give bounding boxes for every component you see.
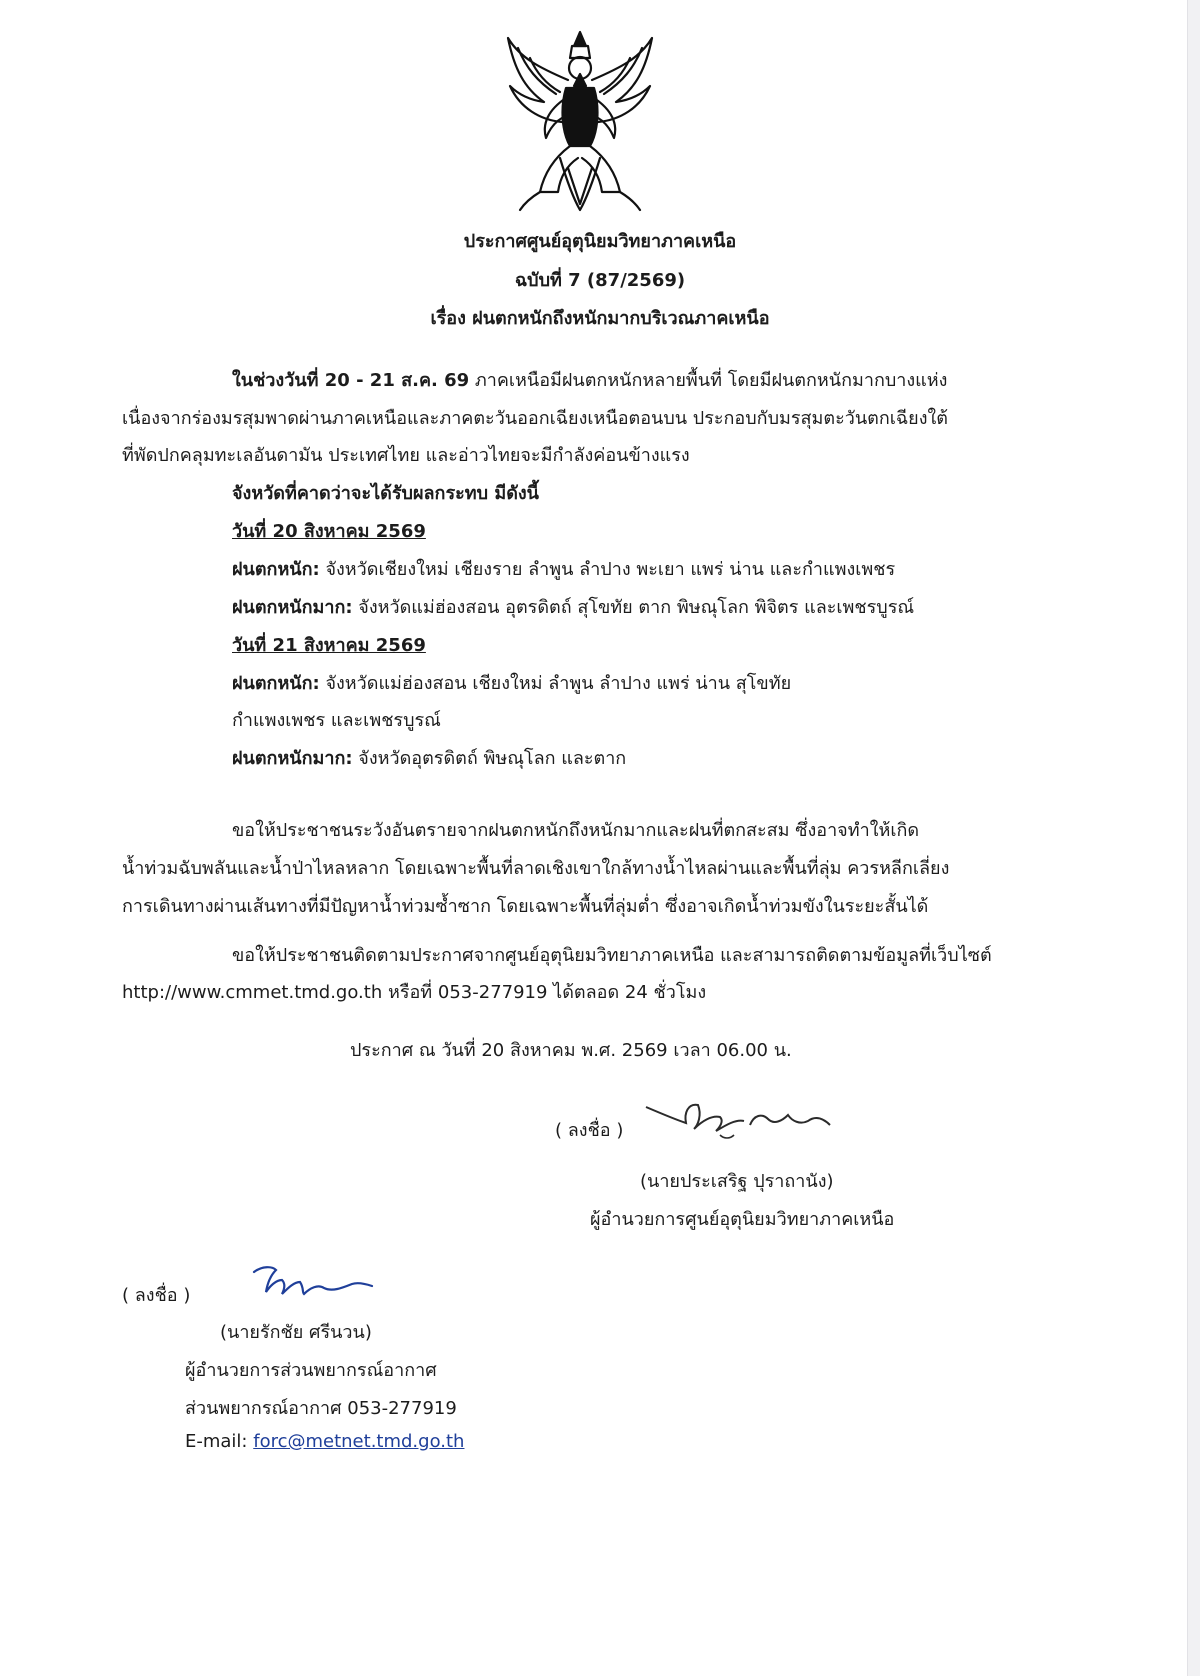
intro-line-1 — [232, 365, 947, 394]
day2-heavy-cont: กำแพงเพชร และเพชรบูรณ์ — [232, 710, 441, 731]
intro-line-1-rest: ภาคเหนือมีฝนตกหนักหลายพื้นที่ โดยมีฝนตกหนักมากบางแห่ง — [469, 370, 948, 391]
warning-line-2: น้ำท่วมฉับพลันและน้ำป่าไหลหลาก โดยเฉพาะพื้นที่ลาดเชิงเขาใกล้ทางน้ำไหลผ่านและพื้นที่ลุ่ม ควรหลีกเลี่ยง — [122, 858, 950, 879]
day1-very-heavy-label: ฝนตกหนักมาก: — [232, 597, 353, 618]
day1-heavy-label: ฝนตกหนัก: — [232, 559, 320, 580]
follow-line-2: http://www.cmmet.tmd.go.th หรือที่ 053-277919 ได้ตลอด 24 ชั่วโมง — [122, 982, 707, 1003]
intro-lead: ในช่วงวันที่ 20 - 21 ส.ค. 69 — [232, 370, 470, 391]
warning-line-3: การเดินทางผ่านเส้นทางที่มีปัญหาน้ำท่วมซ้ำซาก โดยเฉพาะพื้นที่ลุ่มต่ำ ซึ่งอาจเกิดน้ำท่วมขังในระยะสั้นได้ — [122, 896, 929, 917]
email-label: E-mail: — [185, 1431, 254, 1452]
signer1-name: (นายประเสริฐ ปุราถานัง) — [640, 1171, 834, 1192]
signer2-contact: ส่วนพยากรณ์อากาศ 053-277919 — [185, 1398, 457, 1419]
signer1-position: ผู้อำนวยการศูนย์อุตุนิยมวิทยาภาคเหนือ — [590, 1209, 895, 1230]
day2-very-heavy-text: จังหวัดอุตรดิตถ์ พิษณุโลก และตาก — [352, 748, 627, 769]
day1-date: วันที่ 20 สิงหาคม 2569 — [232, 521, 426, 542]
intro-line-3: ที่พัดปกคลุมทะเลอันดามัน ประเทศไทย และอ่าวไทยจะมีกำลังค่อนข้างแรง — [122, 445, 690, 466]
signer2-sign-label: ( ลงชื่อ ) — [122, 1285, 191, 1306]
announcement-title: ประกาศศูนย์อุตุนิยมวิทยาภาคเหนือ — [463, 231, 737, 252]
day2-heavy-label: ฝนตกหนัก: — [232, 673, 320, 694]
signer2-signature — [248, 1258, 378, 1308]
right-scroll-edge — [1187, 0, 1200, 1676]
warning-line-1: ขอให้ประชาชนระวังอันตรายจากฝนตกหนักถึงหนักมากและฝนที่ตกสะสม ซึ่งอาจทำให้เกิด — [232, 820, 920, 841]
signer2-email-row — [185, 1431, 464, 1452]
announcement-subject: เรื่อง ฝนตกหนักถึงหนักมากบริเวณภาคเหนือ — [430, 308, 770, 329]
day2-very-heavy-label: ฝนตกหนักมาก: — [232, 748, 353, 769]
issue-number: ฉบับที่ 7 (87/2569) — [514, 270, 686, 291]
day1-very-heavy — [232, 592, 914, 621]
day1-heavy — [232, 554, 895, 583]
day2-date: วันที่ 21 สิงหาคม 2569 — [232, 635, 426, 656]
signer2-position: ผู้อำนวยการส่วนพยากรณ์อากาศ — [185, 1360, 437, 1381]
garuda-emblem-icon — [500, 28, 660, 214]
intro-line-2: เนื่องจากร่องมรสุมพาดผ่านภาคเหนือและภาคตะวันออกเฉียงเหนือตอนบน ประกอบกับมรสุมตะวันตกเฉียงใต้ — [122, 408, 948, 429]
day2-very-heavy — [232, 743, 626, 772]
follow-line-1: ขอให้ประชาชนติดตามประกาศจากศูนย์อุตุนิยมวิทยาภาคเหนือ และสามารถติดตามข้อมูลที่เว็บไซต์ — [232, 945, 992, 966]
day2-heavy-text: จังหวัดแม่ฮ่องสอน เชียงใหม่ ลำพูน ลำปาง แพร่ น่าน สุโขทัย — [319, 673, 792, 694]
email-link[interactable]: forc@metnet.tmd.go.th — [253, 1431, 465, 1452]
signer1-sign-label: ( ลงชื่อ ) — [555, 1120, 624, 1141]
signer1-signature — [640, 1085, 840, 1145]
signer2-name: (นายรักชัย ศรีนวน) — [220, 1322, 372, 1343]
announced-date: ประกาศ ณ วันที่ 20 สิงหาคม พ.ศ. 2569 เวลา 06.00 น. — [350, 1040, 792, 1061]
day2-heavy — [232, 668, 791, 697]
day1-very-heavy-text: จังหวัดแม่ฮ่องสอน อุตรดิตถ์ สุโขทัย ตาก พิษณุโลก พิจิตร และเพชรบูรณ์ — [352, 597, 915, 618]
day1-heavy-text: จังหวัดเชียงใหม่ เชียงราย ลำพูน ลำปาง พะเยา แพร่ น่าน และกำแพงเพชร — [319, 559, 896, 580]
affected-heading: จังหวัดที่คาดว่าจะได้รับผลกระทบ มีดังนี้ — [232, 483, 539, 504]
